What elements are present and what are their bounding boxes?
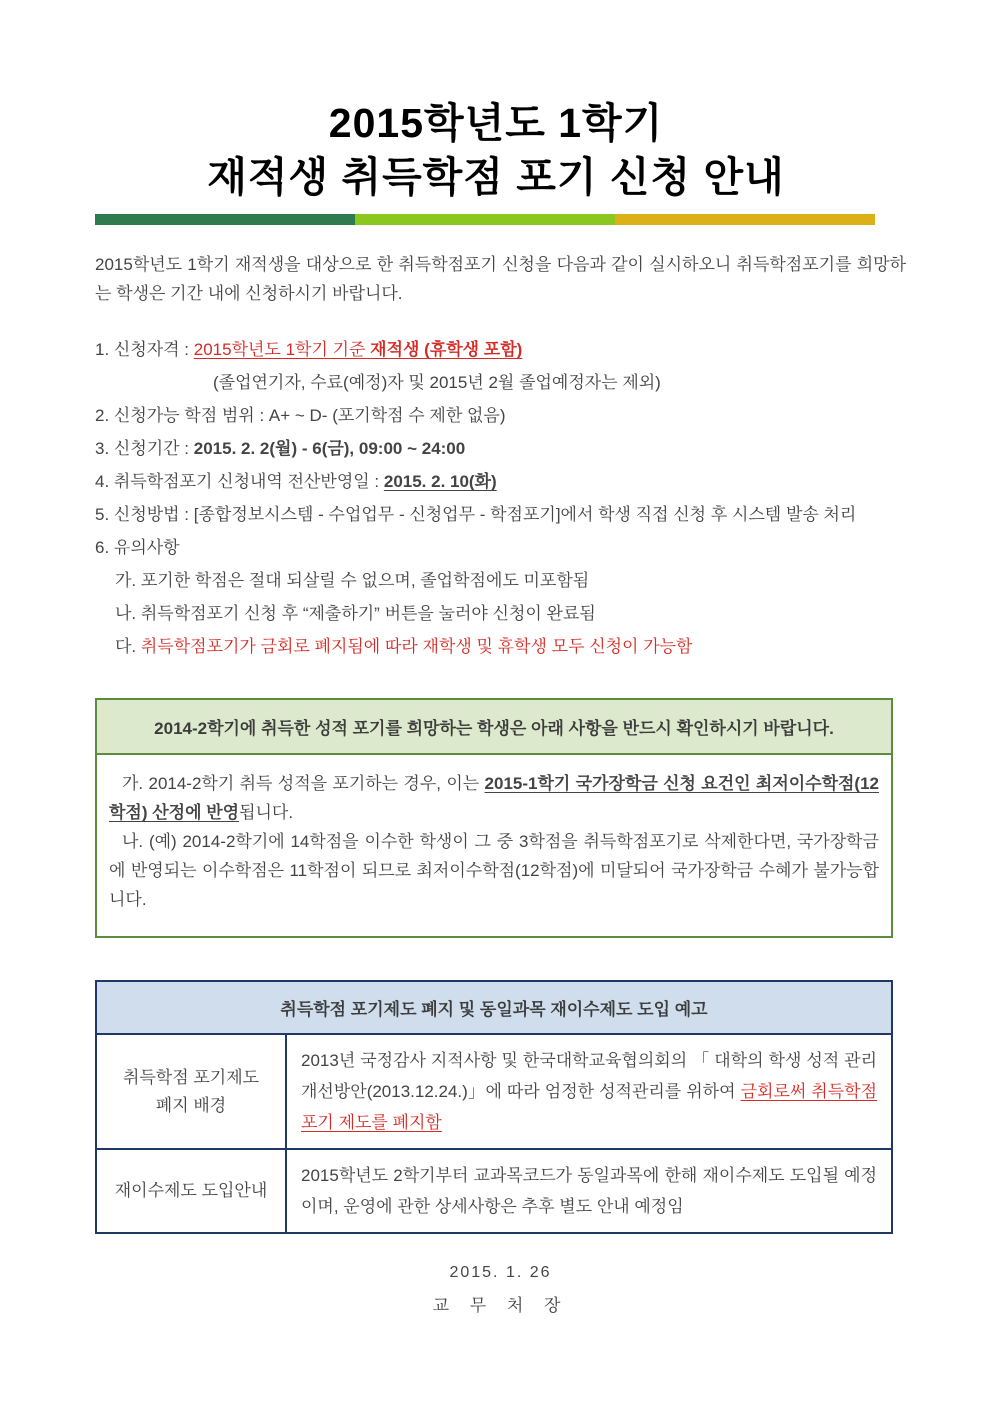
notice-box-body — [97, 755, 891, 936]
caution-item-na: 나. 취득학점포기 신청 후 “제출하기” 버튼을 눌러야 신청이 완료됨 — [115, 604, 596, 624]
item-period-dates: 2015. 2. 2(월) - 6(금), 09:00 ~ 24:00 — [193, 439, 466, 459]
item-reflection-date: 2015. 2. 10(화) — [383, 472, 497, 492]
row-abolition-text-cell — [286, 1034, 892, 1149]
item-cautions-heading: 6. 유의사항 — [95, 538, 180, 558]
caution-item-ga: 가. 포기한 학점은 절대 되살릴 수 없으며, 졸업학점에도 미포함됨 — [115, 571, 590, 591]
notice-item-na: 나. (예) 2014-2학기에 14학점을 이수한 학생이 그 중 3학점을 취득학점포기로 삭제한다면, 국가장학금에 반영되는 이수학점은 11학점이 되므로 최저이수학점(12학점)에 미달되어 국가장학금 수혜가 불가능합니다. — [109, 832, 879, 910]
item-application-method: 5. 신청방법 : [종합정보시스템 - 수업업무 - 신청업무 - 학점포기]에서 학생 직접 신청 후 시스템 발송 처리 — [95, 505, 857, 525]
item-eligibility-label: 1. 신청자격 : — [95, 340, 194, 360]
accent-bar-segment-light-green — [355, 214, 615, 225]
item-eligibility — [95, 335, 906, 365]
item-eligibility-red-text: 2015학년도 1학기 기준 — [193, 340, 371, 360]
document-body — [95, 250, 906, 1316]
item-system-reflection-date — [95, 467, 906, 497]
table-header-row — [96, 981, 892, 1034]
notice-ga-prefix: 가. 2014-2학기 취득 성적을 포기하는 경우, 이는 — [122, 774, 485, 794]
item-application-period — [95, 434, 906, 464]
table-row-abolition — [96, 1034, 892, 1149]
row-retake-text-cell: 2015학년도 2학기부터 교과목코드가 동일과목에 한해 재이수제도 도입될 예정이며, 운영에 관한 상세사항은 추후 별도 안내 예정임 — [286, 1149, 892, 1233]
accent-bar-segment-dark-green — [95, 214, 355, 225]
document-header — [0, 0, 992, 225]
footer-date: 2015. 1. 26 — [449, 1264, 552, 1282]
item-eligibility-red-bold-text: 재적생 (휴학생 포함) — [370, 340, 523, 360]
row-abolition-label-cell — [96, 1034, 286, 1149]
item-period-label: 3. 신청기간 : — [95, 439, 194, 459]
row-abolition-red-text: 금회로써 취득학점포기 제도를 폐지함 — [301, 1082, 877, 1133]
row-abolition-label-line-1: 취득학점 포기제도 — [122, 1067, 260, 1087]
notice-ga-emphasis: 2015-1학기 국가장학금 신청 요건인 최저이수학점(12학점) 산정에 반영 — [109, 774, 879, 823]
numbered-list — [95, 335, 906, 662]
item-eligibility-note: (졸업연기자, 수료(예정)자 및 2015년 2월 졸업예정자는 제외) — [213, 373, 661, 393]
item-grade-range: 2. 신청가능 학점 범위 : A+ ~ D- (포기학점 수 제한 없음) — [95, 406, 506, 426]
caution-item-da — [95, 632, 906, 662]
footer-signer: 교 무 처 장 — [432, 1296, 569, 1316]
caution-da-red-text: 취득학점포기가 금회로 폐지됨에 따라 재학생 및 휴학생 모두 신청이 가능함 — [140, 637, 693, 657]
row-abolition-text: 2013년 국정감사 지적사항 및 한국대학교육협의회의 「 대학의 학생 성적 관리 개선방안(2013.12.24.)」에 따라 엄정한 성적관리를 위하여 — [301, 1051, 877, 1102]
item-reflection-label: 4. 취득학점포기 신청내역 전산반영일 : — [95, 472, 384, 492]
notice-ga-suffix: 됩니다. — [239, 803, 294, 823]
row-retake-label-cell: 재이수제도 도입안내 — [96, 1149, 286, 1233]
accent-bar — [95, 214, 875, 225]
accent-bar-segment-gold — [615, 214, 875, 225]
notice-item-ga — [109, 769, 879, 827]
page-title-line-1: 2015학년도 1학기 — [328, 100, 664, 146]
document-footer — [95, 1264, 906, 1316]
intro-paragraph: 2015학년도 1학기 재적생을 대상으로 한 취득학점포기 신청을 다음과 같이 실시하오니 취득학점포기를 희망하는 학생은 기간 내에 신청하시기 바랍니다. — [95, 255, 906, 304]
caution-da-label: 다. — [115, 637, 141, 657]
row-abolition-label-line-2: 폐지 배경 — [155, 1095, 227, 1115]
scholarship-notice-box — [95, 698, 893, 938]
policy-announcement-table — [95, 980, 893, 1234]
table-row-retake — [96, 1149, 892, 1233]
notice-box-header: 2014-2학기에 취득한 성적 포기를 희망하는 학생은 아래 사항을 반드시 확인하시기 바랍니다. — [97, 700, 891, 755]
page-title-line-2: 재적생 취득학점 포기 신청 안내 — [207, 154, 785, 201]
table-title-cell: 취득학점 포기제도 폐지 및 동일과목 재이수제도 도입 예고 — [96, 981, 892, 1034]
page-title — [0, 96, 992, 204]
